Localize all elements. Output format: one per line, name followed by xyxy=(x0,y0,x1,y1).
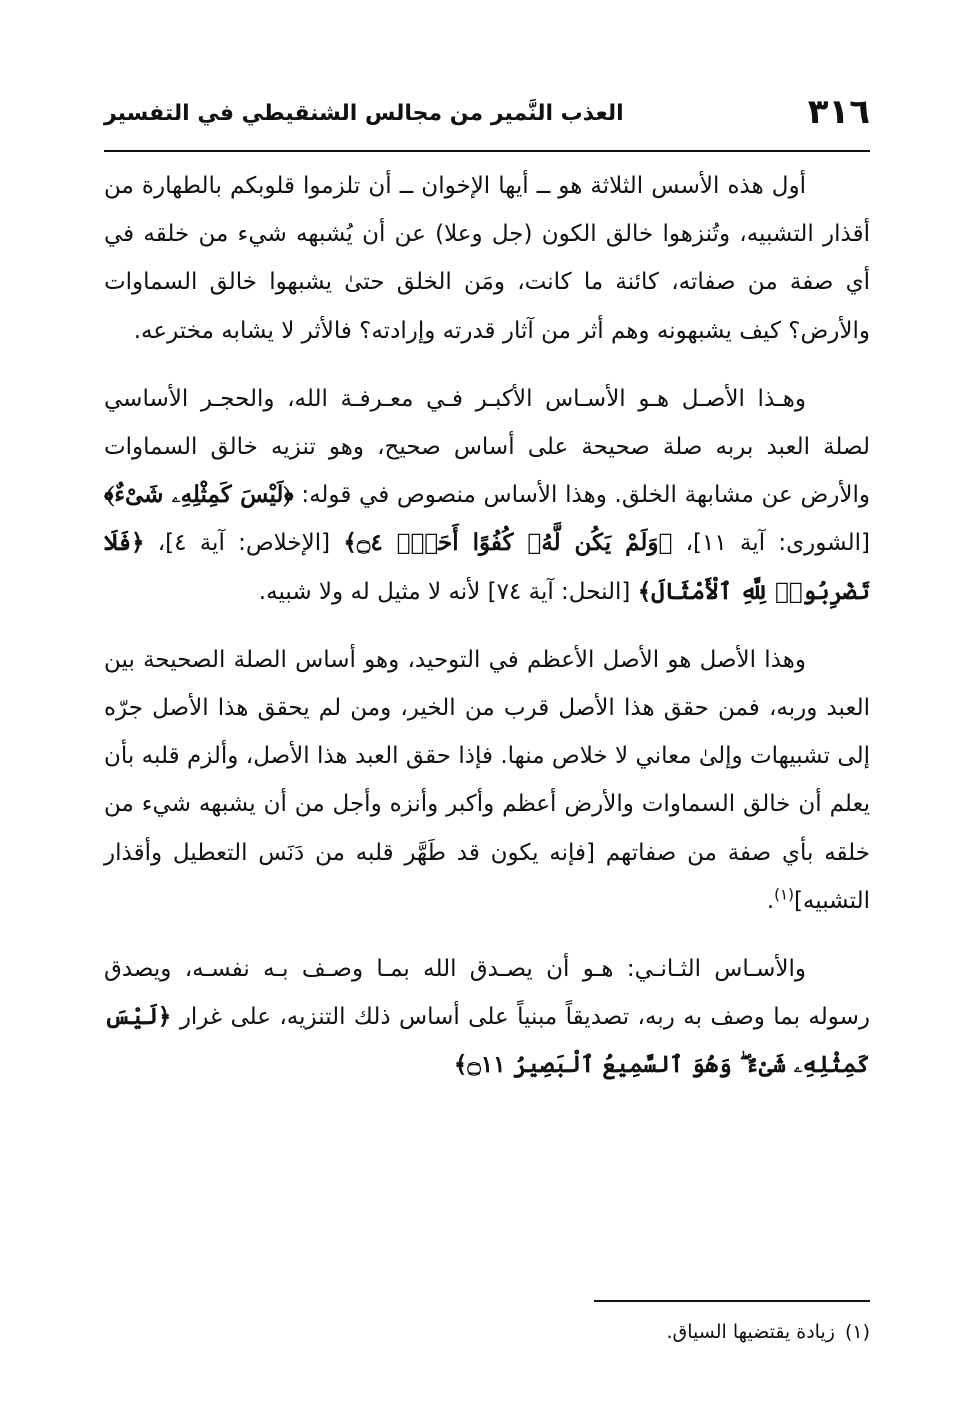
verse-reference: [الإخلاص: آية ٤]، xyxy=(144,530,344,557)
page-number: ٣١٦ xyxy=(807,92,870,132)
paragraph-text: أول هذه الأسس الثلاثة هو ــ أيها الإخوان ــ أن تلزموا قلوبكم بالطهارة من أقذار التشبيه، وتُنزهوا خالق الكون (جل وعلا) عن أن يُشبهه شيء من خلقه في أي صفة من صفاته، كائنة ما كانت، ومَن الخلق حتىٰ يشبهوا خالق السماوات والأرض؟ كيف يشبهونه وهم أثر من آثار قدرته وإرادته؟ فالأثر لا يشابه مخترعه. xyxy=(104,173,870,344)
header-divider xyxy=(104,150,870,152)
paragraph-1 xyxy=(104,162,870,355)
paragraph-2 xyxy=(104,375,870,616)
paragraph-4 xyxy=(104,945,870,1090)
paragraph-text: وهـذا الأصـل هـو الأسـاس الأكبـر فـي معـرفـة الله، والحجـر الأساسي لصلة العبد بربه صلة صحيحة على أساس صحيح، وهو تنزيه خالق السماوات والأرض عن مشابهة الخلق. وهذا الأساس منصوص في قوله: xyxy=(104,385,870,509)
footnote-reference[interactable]: (١) xyxy=(774,885,794,904)
footnote-number: (١) xyxy=(844,1321,870,1343)
quran-verse: ﴿لَيْسَ كَمِثْلِهِۦ شَىْءٌ ۖ وَهُوَ ٱلسَّمِيعُ ٱلْبَصِيرُ ۝١١﴾ xyxy=(104,1003,870,1079)
quran-verse: ﴿لَيْسَ كَمِثْلِهِۦ شَىْءٌ﴾ xyxy=(104,481,294,509)
footnote-text: زيادة يقتضيها السياق. xyxy=(666,1321,835,1343)
page-body xyxy=(104,162,870,1090)
paragraph-tail: . xyxy=(766,887,775,914)
paragraph-text: وهذا الأصل هو الأصل الأعظم في التوحيد، وهو أساس الصلة الصحيحة بين العبد وربه، فمن حقق هذا الأصل قرب من الخير، ومن لم يحقق هذا الأصل جرّه إلى تشبيهات وإلىٰ معاني لا خلاص منها. فإذا حقق العبد هذا الأصل، وألزم قلبه بأن يعلم أن خالق السماوات والأرض أعظم وأكبر وأنزه وأجل من أن يشبهه شيء من خلقه بأي صفة من صفاتهم [فإنه يكون قد طَهَّر قلبه من دَنَس التعطيل وأقذار التشبيه] xyxy=(104,646,870,914)
footnotes xyxy=(104,1316,870,1348)
running-title: العذب النَّمير من مجالس الشنقيطي في التفسير xyxy=(104,101,624,126)
quran-verse: ﴿فَلَا تَضْرِبُوا۟ لِلَّهِ ٱلْأَمْثَالَ﴾ xyxy=(104,529,870,605)
verse-reference: [الشورى: آية ١١]، xyxy=(672,530,870,557)
footnote-item xyxy=(104,1316,870,1348)
verse-reference: [النحل: آية ٧٤] لأنه لا مثيل له ولا شبيه. xyxy=(258,578,638,605)
paragraph-3 xyxy=(104,636,870,925)
footnote-divider xyxy=(594,1300,870,1302)
paragraph-text: والأسـاس الثـانـي: هـو أن يصـدق الله بمـا وصـف بـه نفسـه، ويصدق رسوله بما وصف به ربه، تصديقاً مبنياً على أساس ذلك التنزيه، على غرار xyxy=(104,956,870,1031)
page-header xyxy=(104,88,870,144)
quran-verse: ﴿وَلَمْ يَكُن لَّهُۥ كُفُوًا أَحَدٌۢ ۝٤﴾ xyxy=(343,529,673,557)
